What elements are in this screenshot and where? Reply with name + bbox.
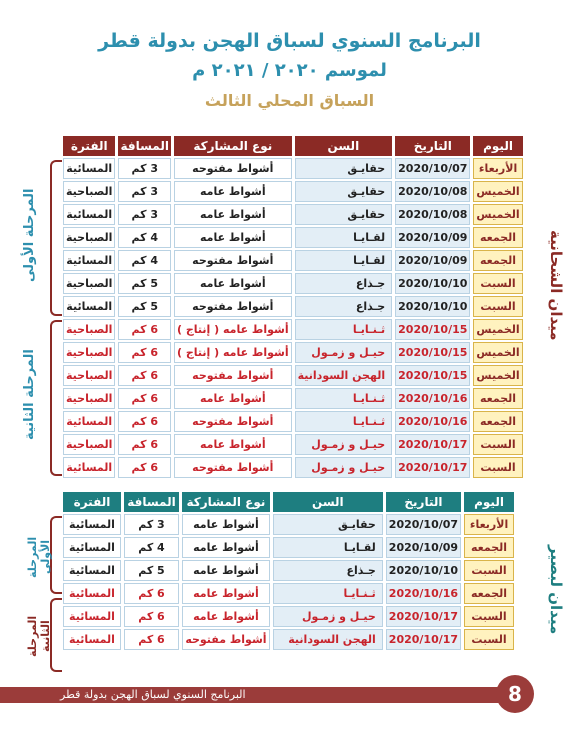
participation-type-cell: أشواط عامه — [182, 583, 270, 604]
date-cell: 2020/10/16 — [395, 411, 470, 432]
age-cell: ثـنـايـا — [273, 583, 383, 604]
table-row — [63, 227, 523, 248]
day-cell: الجمعه — [473, 250, 522, 271]
date-cell: 2020/10/15 — [395, 319, 470, 340]
table-row — [63, 342, 523, 363]
footer-text: البرنامج السنوي لسباق الهجن بدولة قطر — [60, 688, 246, 701]
period-cell: الصباحية — [63, 181, 115, 202]
age-cell: ثـنـايـا — [295, 411, 393, 432]
distance-cell: 6 كم — [118, 457, 171, 478]
table-header-row — [63, 136, 523, 156]
distance-cell: 6 كم — [118, 434, 171, 455]
participation-type-cell: أشواط عامه ( إنتاج ) — [174, 342, 292, 363]
date-cell: 2020/10/08 — [395, 181, 470, 202]
day-cell: الخميس — [473, 342, 522, 363]
participation-type-cell: أشواط عامه — [174, 388, 292, 409]
distance-cell: 4 كم — [118, 227, 171, 248]
age-cell: ثـنـايـا — [295, 319, 393, 340]
age-cell: لقـايـا — [273, 537, 383, 558]
distance-cell: 6 كم — [118, 365, 171, 386]
participation-type-cell: أشواط عامه — [174, 204, 292, 225]
day-cell: السبت — [464, 629, 514, 650]
participation-type-cell: أشواط عامه — [174, 181, 292, 202]
table-row — [63, 629, 514, 650]
date-cell: 2020/10/07 — [395, 158, 470, 179]
age-cell: جـذاع — [273, 560, 383, 581]
distance-cell: 6 كم — [118, 388, 171, 409]
table-row — [63, 273, 523, 294]
age-cell: حقايـق — [295, 181, 393, 202]
table-row — [63, 457, 523, 478]
day-cell: الجمعه — [473, 227, 522, 248]
date-cell: 2020/10/09 — [395, 227, 470, 248]
day-cell: الجمعه — [473, 388, 522, 409]
season-subtitle: لموسم ٢٠٢٠ / ٢٠٢١ م — [192, 60, 387, 81]
table-header-row — [63, 492, 514, 512]
stage1-bracket — [50, 160, 62, 316]
date-cell: 2020/10/16 — [395, 388, 470, 409]
stage2-bracket — [50, 320, 62, 476]
table-row — [63, 537, 514, 558]
day-cell: السبت — [473, 296, 522, 317]
venue-label-shahaniya: ميدان الشحانية — [547, 229, 565, 341]
date-cell: 2020/10/08 — [395, 204, 470, 225]
distance-cell: 5 كم — [124, 560, 179, 581]
date-cell: 2020/10/16 — [386, 583, 461, 604]
header-period: الفترة — [63, 136, 115, 156]
participation-type-cell: أشواط مفتوحه — [174, 296, 292, 317]
participation-type-cell: أشواط عامه — [174, 434, 292, 455]
distance-cell: 5 كم — [118, 296, 171, 317]
schedule-table-lebsair — [60, 490, 517, 652]
age-cell: جـذاع — [295, 273, 393, 294]
period-cell: المسائية — [63, 537, 121, 558]
period-cell: المسائية — [63, 296, 115, 317]
date-cell: 2020/10/10 — [395, 296, 470, 317]
header-day: اليوم — [464, 492, 514, 512]
period-cell: الصباحية — [63, 342, 115, 363]
age-cell: حيـل و زمـول — [273, 606, 383, 627]
distance-cell: 6 كم — [124, 629, 179, 650]
period-cell: المسائية — [63, 250, 115, 271]
header-participation-type: نوع المشاركة — [174, 136, 292, 156]
date-cell: 2020/10/17 — [395, 434, 470, 455]
participation-type-cell: أشواط عامه ( إنتاج ) — [174, 319, 292, 340]
age-cell: حقايـق — [295, 204, 393, 225]
day-cell: السبت — [473, 457, 522, 478]
date-cell: 2020/10/09 — [386, 537, 461, 558]
period-cell: الصباحية — [63, 365, 115, 386]
period-cell: المسائية — [63, 583, 121, 604]
table2-stage2-label: المرحلة الثانية — [26, 615, 52, 657]
distance-cell: 5 كم — [118, 273, 171, 294]
day-cell: الجمعه — [473, 411, 522, 432]
participation-type-cell: أشواط عامه — [182, 560, 270, 581]
participation-type-cell: أشواط عامه — [174, 227, 292, 248]
day-cell: الخميس — [473, 365, 522, 386]
table-row — [63, 434, 523, 455]
distance-cell: 6 كم — [124, 606, 179, 627]
participation-type-cell: أشواط مفتوحه — [174, 158, 292, 179]
distance-cell: 3 كم — [118, 204, 171, 225]
day-cell: الخميس — [473, 204, 522, 225]
age-cell: ثـنـايـا — [295, 388, 393, 409]
distance-cell: 6 كم — [118, 342, 171, 363]
header-age: السن — [295, 136, 393, 156]
race-subtitle: السباق المحلي الثالث — [204, 91, 375, 110]
date-cell: 2020/10/07 — [386, 514, 461, 535]
distance-cell: 3 كم — [118, 181, 171, 202]
header-period: الفترة — [63, 492, 121, 512]
table2-stage1-label: المرحلة الأولى — [26, 536, 52, 578]
participation-type-cell: أشواط عامه — [182, 606, 270, 627]
age-cell: حيـل و زمـول — [295, 457, 393, 478]
stage2-label: المرحلة الثانية — [22, 349, 37, 441]
distance-cell: 6 كم — [118, 411, 171, 432]
day-cell: السبت — [473, 434, 522, 455]
day-cell: الأربعاء — [464, 514, 514, 535]
period-cell: المسائية — [63, 606, 121, 627]
title-block — [0, 28, 579, 113]
day-cell: السبت — [464, 606, 514, 627]
age-cell: جـذاع — [295, 296, 393, 317]
participation-type-cell: أشواط عامه — [182, 537, 270, 558]
day-cell: الخميس — [473, 319, 522, 340]
participation-type-cell: أشواط مفتوحه — [174, 457, 292, 478]
table-row — [63, 388, 523, 409]
participation-type-cell: أشواط عامه — [174, 273, 292, 294]
header-date: التاريخ — [386, 492, 461, 512]
date-cell: 2020/10/10 — [386, 560, 461, 581]
participation-type-cell: أشواط مفتوحه — [174, 411, 292, 432]
period-cell: المسائية — [63, 204, 115, 225]
header-distance: المسافة — [118, 136, 171, 156]
distance-cell: 6 كم — [118, 319, 171, 340]
period-cell: المسائية — [63, 514, 121, 535]
date-cell: 2020/10/17 — [395, 457, 470, 478]
date-cell: 2020/10/17 — [386, 629, 461, 650]
distance-cell: 4 كم — [118, 250, 171, 271]
age-cell: لقـايـا — [295, 227, 393, 248]
age-cell: حقايـق — [273, 514, 383, 535]
period-cell: المسائية — [63, 629, 121, 650]
page-number: 8 — [496, 675, 534, 713]
period-cell: المسائية — [63, 411, 115, 432]
period-cell: الصباحية — [63, 227, 115, 248]
day-cell: الخميس — [473, 181, 522, 202]
header-date: التاريخ — [395, 136, 470, 156]
table-row — [63, 181, 523, 202]
age-cell: حيـل و زمـول — [295, 434, 393, 455]
age-cell: حيـل و زمـول — [295, 342, 393, 363]
participation-type-cell: أشواط عامه — [182, 514, 270, 535]
page-title: البرنامج السنوي لسباق الهجن بدولة قطر — [98, 30, 481, 52]
day-cell: السبت — [464, 560, 514, 581]
age-cell: الهجن السودانية — [273, 629, 383, 650]
period-cell: الصباحية — [63, 273, 115, 294]
day-cell: الأربعاء — [473, 158, 522, 179]
participation-type-cell: أشواط مفتوحه — [174, 250, 292, 271]
venue-label-lebsair: ميدان لبصير — [547, 545, 565, 635]
table-row — [63, 411, 523, 432]
date-cell: 2020/10/17 — [386, 606, 461, 627]
day-cell: السبت — [473, 273, 522, 294]
table-row — [63, 606, 514, 627]
header-distance: المسافة — [124, 492, 179, 512]
header-participation-type: نوع المشاركة — [182, 492, 270, 512]
participation-type-cell: أشواط مفتوحه — [174, 365, 292, 386]
period-cell: المسائية — [63, 457, 115, 478]
period-cell: الصباحية — [63, 388, 115, 409]
date-cell: 2020/10/10 — [395, 273, 470, 294]
period-cell: المسائية — [63, 158, 115, 179]
date-cell: 2020/10/15 — [395, 342, 470, 363]
date-cell: 2020/10/15 — [395, 365, 470, 386]
table-row — [63, 560, 514, 581]
stage1-label: المرحلة الأولى — [22, 188, 37, 282]
date-cell: 2020/10/09 — [395, 250, 470, 271]
schedule-table-shahaniya — [60, 134, 526, 480]
distance-cell: 3 كم — [124, 514, 179, 535]
period-cell: الصباحية — [63, 319, 115, 340]
day-cell: الجمعه — [464, 583, 514, 604]
period-cell: الصباحية — [63, 434, 115, 455]
table-row — [63, 296, 523, 317]
table-row — [63, 204, 523, 225]
distance-cell: 4 كم — [124, 537, 179, 558]
participation-type-cell: أشواط مفتوحه — [182, 629, 270, 650]
table-row — [63, 583, 514, 604]
table-row — [63, 514, 514, 535]
table-row — [63, 250, 523, 271]
header-day: اليوم — [473, 136, 522, 156]
header-age: السن — [273, 492, 383, 512]
age-cell: الهجن السودانية — [295, 365, 393, 386]
table-row — [63, 158, 523, 179]
age-cell: حقايـق — [295, 158, 393, 179]
period-cell: المسائية — [63, 560, 121, 581]
age-cell: لقـايـا — [295, 250, 393, 271]
table-row — [63, 319, 523, 340]
day-cell: الجمعه — [464, 537, 514, 558]
distance-cell: 6 كم — [124, 583, 179, 604]
table-row — [63, 365, 523, 386]
distance-cell: 3 كم — [118, 158, 171, 179]
